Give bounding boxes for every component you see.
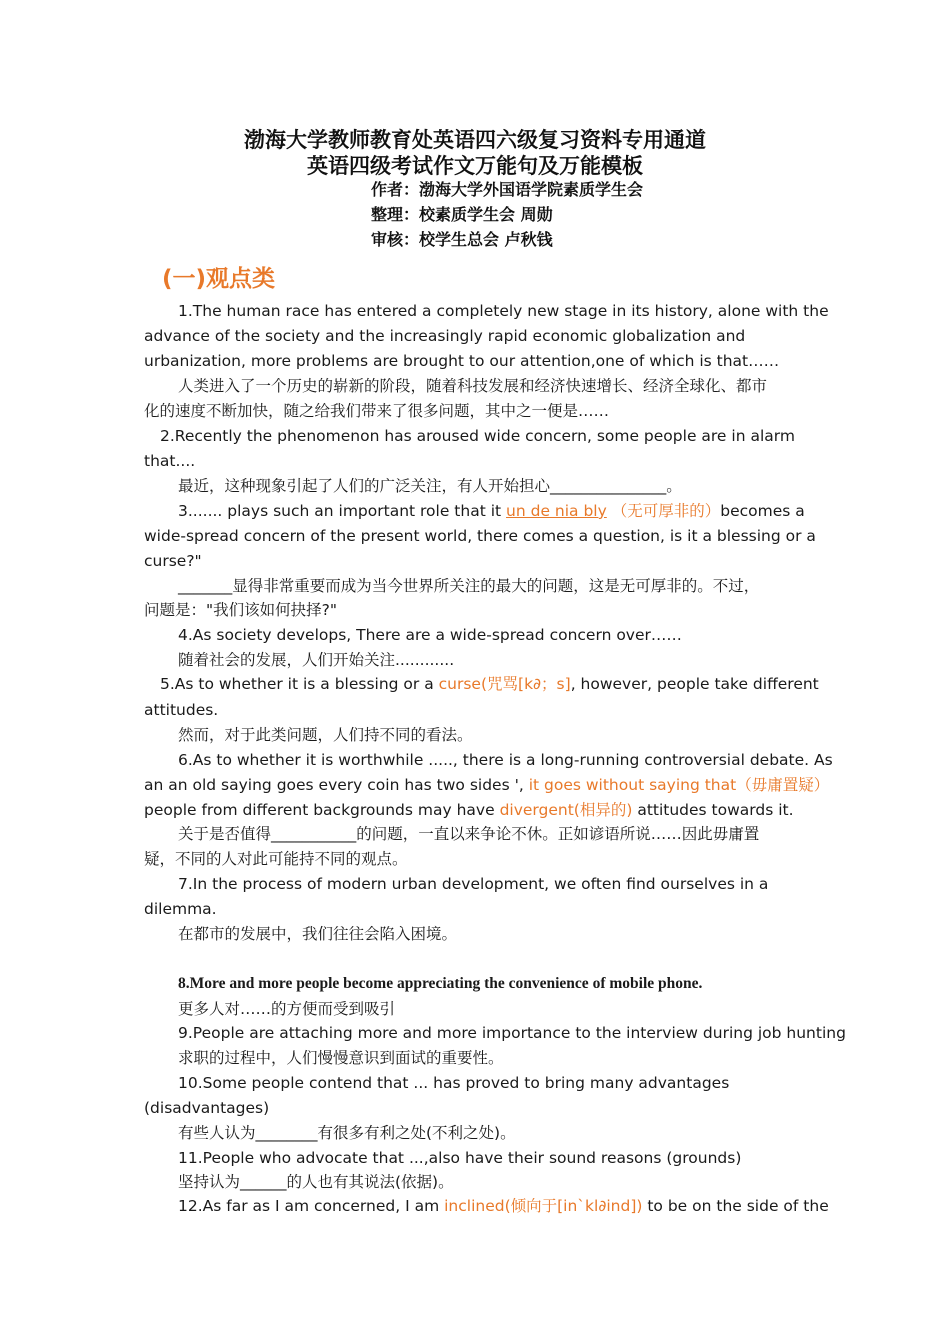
translation-1-line-2: 化的速度不断加快，随之给我们带来了很多问题，其中之一便是…… xyxy=(144,402,610,420)
document-title-2: 英语四级考试作文万能句及万能模板 xyxy=(307,153,643,178)
translation-2: 最近，这种现象引起了人们的广泛关注，有人开始担心_______________。 xyxy=(178,477,682,495)
sentence-12-line-1 xyxy=(178,1196,829,1216)
sentence-3-tail: becomes a xyxy=(720,502,805,520)
sentence-1-line-2: advance of the society and the increasingly rapid economic globalization and xyxy=(144,327,746,345)
translation-10: 有些人认为________有很多有利之处(不利之处)。 xyxy=(178,1124,516,1142)
translation-9: 求职的过程中，人们慢慢意识到面试的重要性。 xyxy=(178,1049,504,1067)
sentence-8: 8.More and more people become appreciating the convenience of mobile phone. xyxy=(178,975,703,992)
sentence-5-line-1 xyxy=(160,674,819,694)
translation-5: 然而，对于此类问题，人们持不同的看法。 xyxy=(178,726,473,744)
sentence-1-line-3: urbanization, more problems are brought to our attention,one of which is that…… xyxy=(144,352,780,370)
sentence-6-text: an an old saying goes every coin has two sides ', xyxy=(144,776,529,794)
sentence-12-tail: to be on the side of the xyxy=(642,1197,829,1215)
keyword-inclined: inclined(倾向于[in`kl∂ind]) xyxy=(444,1197,643,1215)
translation-11: 坚持认为______的人也有其说法(依据)。 xyxy=(178,1173,454,1191)
section-heading: (一)观点类 xyxy=(162,266,276,292)
sentence-6-line-3 xyxy=(144,800,794,820)
translation-6-line-2: 疑，不同的人对此可能持不同的观点。 xyxy=(144,850,408,868)
translation-1-line-1: 人类进入了一个历史的崭新的阶段，随着科技发展和经济快速增长、经济全球化、都市 xyxy=(178,377,768,395)
keyword-gloss: （无可厚非的） xyxy=(611,502,721,520)
translation-6-line-1: 关于是否值得___________的问题，一直以来争论不休。正如谚语所说……因此毋庸置 xyxy=(178,825,760,843)
translation-3-line-1: _______显得非常重要而成为当今世界所关注的最大的问题，这是无可厚非的。不过， xyxy=(178,577,760,595)
sentence-3-line-3: curse?" xyxy=(144,552,202,570)
sentence-5-text: 5.As to whether it is a blessing or a xyxy=(160,675,439,693)
sentence-5-line-2: attitudes. xyxy=(144,701,219,719)
sentence-6-text-2: people from different backgrounds may have xyxy=(144,801,500,819)
sentence-3-text: 3....... plays such an important role that it xyxy=(178,502,507,520)
document-title-1: 渤海大学教师教育处英语四六级复习资料专用通道 xyxy=(244,127,706,152)
translation-3-line-2: 问题是："我们该如何抉择?" xyxy=(144,601,337,619)
sentence-6-line-2 xyxy=(144,775,829,795)
author-line: 作者：渤海大学外国语学院素质学生会 xyxy=(371,180,644,199)
sentence-3-line-2: wide-spread concern of the present world, there comes a question, is it a blessing or a xyxy=(144,527,816,545)
translation-4: 随着社会的发展，人们开始关注............ xyxy=(178,651,455,669)
translation-7: 在都市的发展中，我们往往会陷入困境。 xyxy=(178,925,458,943)
keyword-goes-without-saying: it goes without saying that（毋庸置疑） xyxy=(528,776,830,794)
sentence-3-line-1 xyxy=(178,501,805,521)
sentence-2-line-1: 2.Recently the phenomenon has aroused wide concern, some people are in alarm xyxy=(160,427,795,445)
sentence-12-text: 12.As far as I am concerned, I am xyxy=(178,1197,445,1215)
keyword-undeniably: un de nia bly xyxy=(506,502,607,520)
sentence-6-line-1: 6.As to whether it is worthwhile ....., there is a long-running controversial debate. As xyxy=(178,751,833,769)
translation-8: 更多人对……的方便而受到吸引 xyxy=(178,1000,396,1018)
keyword-curse: curse(咒骂[k∂；s] xyxy=(438,675,571,693)
sentence-10-line-1: 10.Some people contend that ... has proved to bring many advantages xyxy=(178,1074,730,1092)
sentence-2-line-2: that.... xyxy=(144,452,196,470)
sentence-5-tail: , however, people take different xyxy=(570,675,819,693)
sentence-4: 4.As society develops, There are a wide-spread concern over…… xyxy=(178,626,682,644)
sentence-10-line-2: (disadvantages) xyxy=(144,1099,270,1117)
sentence-7-line-2: dilemma. xyxy=(144,900,217,918)
sentence-11: 11.People who advocate that ...,also have their sound reasons (grounds) xyxy=(178,1149,742,1167)
reviewer-line: 审核：校学生总会 卢秋钱 xyxy=(371,230,553,249)
editor-line: 整理：校素质学生会 周勋 xyxy=(371,205,553,224)
sentence-6-tail: attitudes towards it. xyxy=(632,801,794,819)
sentence-1-line-1: 1.The human race has entered a completely new stage in its history, alone with the xyxy=(178,302,829,320)
keyword-divergent: divergent(相异的) xyxy=(499,801,633,819)
sentence-9: 9.People are attaching more and more importance to the interview during job hunting xyxy=(178,1024,846,1042)
sentence-7-line-1: 7.In the process of modern urban development, we often find ourselves in a xyxy=(178,875,769,893)
